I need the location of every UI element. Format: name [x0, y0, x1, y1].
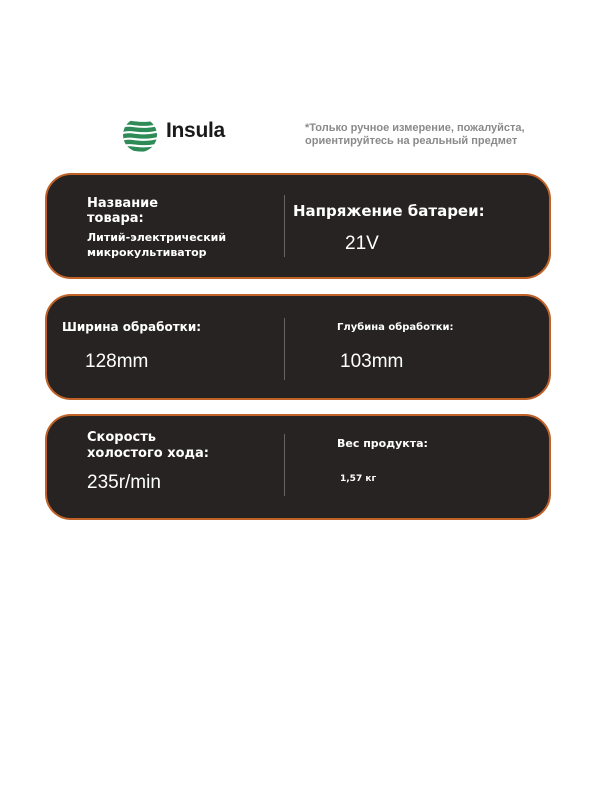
- measurement-note-line2: ориентируйтесь на реальный предмет: [305, 135, 518, 147]
- measurement-note: [305, 122, 575, 148]
- idle-speed-label-line1: Скорость: [87, 430, 156, 445]
- spec-card-width-depth: [45, 294, 551, 400]
- battery-voltage-value: 21V: [345, 233, 379, 254]
- working-depth-label: Глубина обработки:: [337, 322, 454, 333]
- product-name-label-line2: товара:: [87, 211, 144, 226]
- product-weight-label: Вес продукта:: [337, 437, 428, 450]
- brand-logo-icon: [122, 116, 158, 154]
- measurement-note-line1: *Только ручное измерение, пожалуйста,: [305, 122, 525, 134]
- spec-card-name-voltage: [45, 173, 551, 279]
- working-width-value: 128mm: [85, 351, 149, 372]
- card-divider: [284, 434, 285, 496]
- card-divider: [284, 318, 285, 380]
- product-name-label-line1: Название: [87, 196, 159, 211]
- idle-speed-label-line2: холостого хода:: [87, 446, 209, 461]
- working-depth-value: 103mm: [340, 351, 404, 372]
- spec-card-speed-weight: [45, 414, 551, 520]
- brand-name: Insula: [166, 119, 225, 142]
- card-divider: [284, 195, 285, 257]
- idle-speed-value: 235r/min: [87, 472, 161, 493]
- product-weight-value: 1,57 кг: [340, 474, 377, 484]
- product-name-value-line2: микрокультиватор: [87, 246, 207, 259]
- product-name-value-line1: Литий-электрический: [87, 231, 227, 244]
- battery-voltage-label: Напряжение батареи:: [293, 202, 485, 220]
- working-width-label: Ширина обработки:: [62, 320, 202, 334]
